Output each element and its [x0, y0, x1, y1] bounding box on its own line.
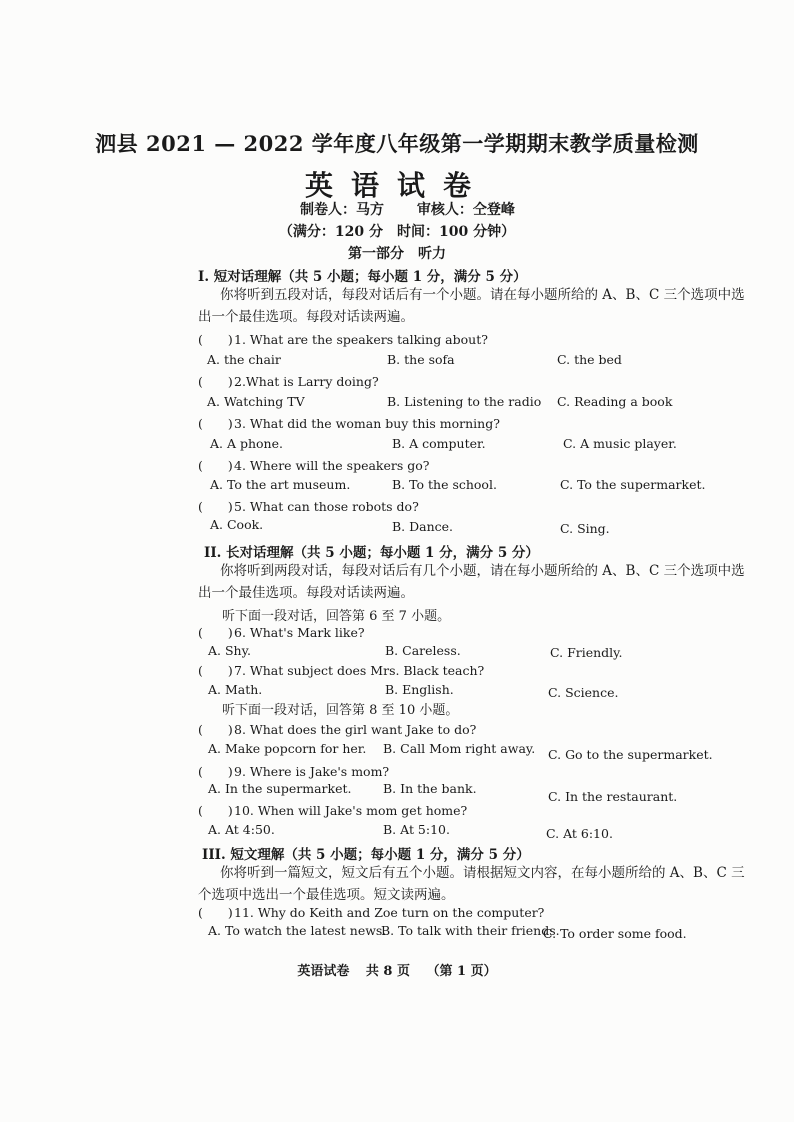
option-b: B. To the school.	[392, 477, 497, 492]
option-a: A. Cook.	[210, 517, 264, 532]
question-stem	[198, 661, 484, 679]
option-c: C. Sing.	[560, 521, 610, 536]
reviewer-label: 审核人：仝登峰	[416, 202, 515, 218]
question-text: 1. What are the speakers talking about?	[234, 332, 488, 347]
option-c: C. At 6:10.	[546, 826, 613, 841]
section-3-instruction	[198, 862, 758, 906]
option-b: B. Call Mom right away.	[383, 741, 536, 756]
answer-blank[interactable]: ( )	[198, 803, 233, 818]
option-a: A. Watching TV	[207, 394, 305, 409]
question-stem	[198, 801, 467, 819]
answer-blank[interactable]: ( )	[198, 722, 233, 737]
option-a: A. A phone.	[210, 436, 283, 451]
question-text: 8. What does the girl want Jake to do?	[234, 722, 477, 737]
option-a: A. the chair	[207, 352, 281, 367]
question-stem	[198, 414, 500, 432]
question-stem	[198, 623, 365, 641]
option-a: A. In the supermarket.	[208, 781, 352, 796]
question-text: 6. What's Mark like?	[234, 625, 365, 640]
option-b: B. In the bank.	[383, 781, 477, 796]
option-c: C. the bed	[557, 352, 622, 367]
option-c: C. In the restaurant.	[548, 789, 678, 804]
answer-blank[interactable]: ( )	[198, 458, 233, 473]
answer-blank[interactable]: ( )	[198, 764, 233, 779]
option-b: B. Dance.	[392, 519, 454, 534]
section-2-instruction-text: 你将听到两段对话，每段对话后有几个小题，请在每小题所给的 A、B、C 三个选项中选出一个最佳选项。每段对话读两遍。	[198, 563, 745, 601]
option-b: B. A computer.	[392, 436, 486, 451]
question-stem	[198, 497, 419, 515]
option-c: C. Go to the supermarket.	[548, 747, 713, 762]
option-c: C. A music player.	[563, 436, 677, 451]
question-stem	[198, 903, 544, 921]
option-a: A. To watch the latest news.	[208, 923, 387, 938]
option-c: C. Science.	[548, 685, 619, 700]
maker-label: 制卷人：马方	[300, 202, 384, 218]
question-text: 9. Where is Jake's mom?	[234, 764, 390, 779]
question-text: 10. When will Jake's mom get home?	[234, 803, 468, 818]
option-b: B. Listening to the radio	[387, 394, 542, 409]
option-b: B. English.	[385, 682, 454, 697]
exam-info: （满分：120 分 时间：100 分钟）	[278, 224, 516, 240]
section-1-instruction	[198, 284, 758, 328]
option-a: A. Shy.	[208, 643, 251, 658]
footer-total-pages: 共 8 页	[365, 964, 410, 979]
question-stem	[198, 762, 389, 780]
exam-subject: 英语试卷	[304, 169, 489, 202]
question-stem	[198, 372, 379, 390]
section-1-heading: I. 短对话理解（共 5 小题；每小题 1 分，满分 5 分）	[198, 269, 527, 285]
option-a: A. At 4:50.	[208, 822, 275, 837]
section-2-heading: II. 长对话理解（共 5 小题；每小题 1 分，满分 5 分）	[204, 545, 539, 561]
answer-blank[interactable]: ( )	[198, 499, 233, 514]
option-c: C. Friendly.	[550, 645, 623, 660]
option-b: B. Careless.	[385, 643, 461, 658]
footer-page-number: （第 1 页）	[426, 964, 497, 979]
question-text: 11. Why do Keith and Zoe turn on the computer?	[234, 905, 545, 920]
question-text: 3. What did the woman buy this morning?	[234, 416, 500, 431]
footer-subject: 英语试卷	[297, 964, 350, 979]
answer-blank[interactable]: ( )	[198, 905, 233, 920]
question-text: 2.What is Larry doing?	[234, 374, 379, 389]
question-stem	[198, 456, 429, 474]
option-b: B. the sofa	[387, 352, 455, 367]
option-c: C. To the supermarket.	[560, 477, 706, 492]
section-3-instruction-text: 你将听到一篇短文，短文后有五个小题。请根据短文内容，在每小题所给的 A、B、C 三个选项中选出一个最佳选项。短文读两遍。	[198, 865, 745, 903]
question-stem	[198, 330, 488, 348]
section-3-heading: III. 短文理解（共 5 小题；每小题 1 分，满分 5 分）	[202, 847, 530, 863]
option-b: B. At 5:10.	[383, 822, 450, 837]
page-footer	[0, 960, 794, 979]
option-b: B. To talk with their friends.	[381, 923, 560, 938]
option-c: C. To order some food.	[543, 926, 687, 941]
answer-blank[interactable]: ( )	[198, 416, 233, 431]
answer-blank[interactable]: ( )	[198, 663, 233, 678]
option-a: A. Math.	[208, 682, 263, 697]
section-2-subheading-1: 听下面一段对话，回答第 6 至 7 小题。	[222, 609, 451, 624]
section-1-instruction-text: 你将听到五段对话，每段对话后有一个小题。请在每小题所给的 A、B、C 三个选项中选出一个最佳选项。每段对话读两遍。	[198, 287, 745, 325]
option-a: A. Make popcorn for her.	[208, 741, 367, 756]
answer-blank[interactable]: ( )	[198, 625, 233, 640]
section-2-instruction	[198, 560, 758, 604]
exam-title: 泗县 2021 — 2022 学年度八年级第一学期期末教学质量检测	[95, 131, 699, 156]
question-text: 7. What subject does Mrs. Black teach?	[234, 663, 485, 678]
section-2-subheading-2: 听下面一段对话，回答第 8 至 10 小题。	[222, 703, 459, 718]
answer-blank[interactable]: ( )	[198, 374, 233, 389]
option-a: A. To the art museum.	[210, 477, 351, 492]
part-heading: 第一部分 听力	[348, 246, 446, 262]
option-c: C. Reading a book	[557, 394, 673, 409]
question-text: 4. Where will the speakers go?	[234, 458, 430, 473]
answer-blank[interactable]: ( )	[198, 332, 233, 347]
question-stem	[198, 720, 476, 738]
exam-makers	[300, 199, 543, 219]
question-text: 5. What can those robots do?	[234, 499, 419, 514]
